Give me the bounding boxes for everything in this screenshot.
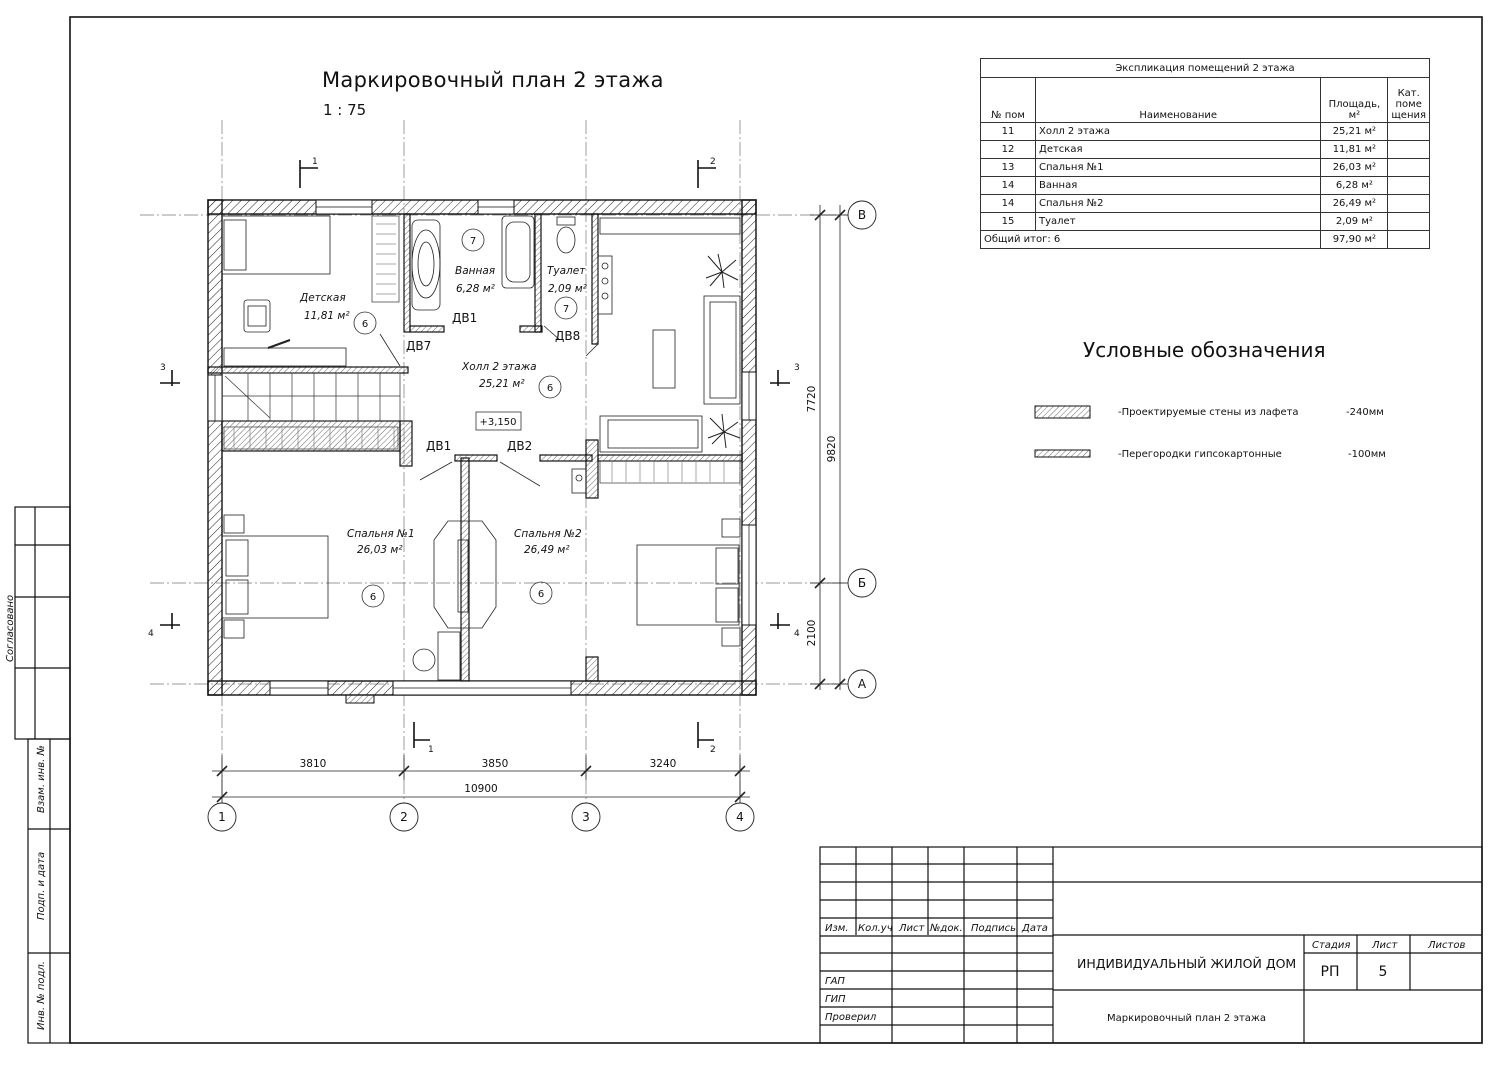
section-label: 3 [160, 363, 166, 373]
cell-area: 26,49 м² [1321, 195, 1388, 213]
tb-col: Кол.уч [858, 923, 893, 934]
room-area-spalnya1: 26,03 м² [357, 544, 403, 556]
room-area-detskaya: 11,81 м² [304, 310, 350, 322]
tb-col: Изм. [825, 923, 849, 934]
drawing-scale: 1 : 75 [323, 101, 367, 119]
door-label: ДВ1 [426, 439, 452, 453]
explication-header: Площадь, м² [1321, 78, 1388, 123]
cell-cat [1388, 177, 1430, 195]
tb-sheet: 5 [1378, 964, 1388, 980]
side-agreed: Согласовано [5, 594, 16, 662]
section-label: 4 [794, 629, 800, 639]
legend-title: Условные обозначения [1083, 338, 1326, 362]
total-label: Общий итог: 6 [981, 231, 1321, 249]
dimension-text: 3850 [481, 758, 509, 770]
explication-table [980, 58, 1430, 249]
tb-col: Подпись [971, 923, 1016, 934]
legend-value-partitions: -100мм [1348, 449, 1386, 460]
section-label: 2 [710, 157, 716, 167]
cell-num: 14 [981, 195, 1036, 213]
cell-cat [1388, 141, 1430, 159]
side-sign-date: Подп. и дата [36, 851, 47, 920]
tb-sheets-label: Листов [1428, 940, 1466, 951]
room-name-spalnya2: Спальня №2 [514, 528, 582, 540]
tb-role: Проверил [825, 1012, 877, 1023]
room-area-vannaya: 6,28 м² [456, 283, 495, 295]
legend-value-walls: -240мм [1346, 407, 1384, 418]
cell-area: 25,21 м² [1321, 123, 1388, 141]
cell-name: Детская [1036, 141, 1321, 159]
axis-label: 4 [736, 810, 744, 824]
tb-sheet-title: Маркировочный план 2 этажа [1107, 1013, 1267, 1024]
table-total-row [981, 231, 1430, 249]
tb-col: Лист [899, 923, 925, 934]
cell-name: Спальня №1 [1036, 159, 1321, 177]
room-tag: 6 [369, 592, 377, 603]
table-row [981, 177, 1430, 195]
tb-col: №док. [930, 923, 963, 934]
staircase [222, 373, 400, 421]
section-label: 4 [148, 629, 154, 639]
cell-num: 15 [981, 213, 1036, 231]
door-label: ДВ1 [452, 311, 478, 325]
cell-name: Ванная [1036, 177, 1321, 195]
explication-header: Кат. поме щения [1388, 78, 1430, 123]
axis-label: 3 [582, 810, 590, 824]
room-name-holl: Холл 2 этажа [462, 361, 537, 373]
cell-name: Туалет [1036, 213, 1321, 231]
axis-label: А [857, 677, 867, 691]
dimension-text: 3240 [649, 758, 677, 770]
tb-col: Дата [1022, 923, 1048, 934]
tb-role: ГАП [825, 976, 845, 987]
cell-area: 26,03 м² [1321, 159, 1388, 177]
axis-label: 2 [400, 810, 408, 824]
axis-label: Б [857, 576, 867, 590]
table-row [981, 195, 1430, 213]
axis-label: В [857, 208, 867, 222]
level-mark: +3,150 [479, 417, 517, 428]
cell-area: 11,81 м² [1321, 141, 1388, 159]
tb-role: ГИП [825, 994, 846, 1005]
page-title: Маркировочный план 2 этажа [322, 68, 664, 92]
cell-cat [1388, 213, 1430, 231]
section-label: 1 [312, 157, 318, 167]
room-name-spalnya1: Спальня №1 [347, 528, 415, 540]
explication-caption: Экспликация помещений 2 этажа [981, 59, 1430, 78]
explication-header: № пом [981, 78, 1036, 123]
section-label: 2 [710, 745, 716, 755]
cell-area: 2,09 м² [1321, 213, 1388, 231]
legend-text-walls: -Проектируемые стены из лафета [1118, 407, 1299, 418]
section-markers [160, 160, 790, 748]
total-area: 97,90 м² [1321, 231, 1388, 249]
table-row [981, 141, 1430, 159]
room-tag: 7 [562, 304, 570, 315]
cell-num: 14 [981, 177, 1036, 195]
legend-partition-symbol [1035, 450, 1090, 457]
plant-icons [706, 254, 740, 448]
legend-wall-symbol [1035, 406, 1090, 418]
axis-label: 1 [218, 810, 226, 824]
room-name-tualet: Туалет [547, 265, 586, 277]
room-tag: 7 [469, 236, 477, 247]
cell-cat [1388, 195, 1430, 213]
tb-sheet-label: Лист [1372, 940, 1398, 951]
legend-text-partitions: -Перегородки гипсокартонные [1118, 449, 1282, 460]
door-label: ДВ8 [555, 329, 581, 343]
tb-stage-label: Стадия [1312, 940, 1351, 951]
cell-num: 12 [981, 141, 1036, 159]
door-label: ДВ2 [507, 439, 533, 453]
cell-area: 6,28 м² [1321, 177, 1388, 195]
room-name-vannaya: Ванная [455, 265, 496, 277]
room-area-spalnya2: 26,49 м² [524, 544, 570, 556]
cell-name: Спальня №2 [1036, 195, 1321, 213]
room-area-tualet: 2,09 м² [548, 283, 587, 295]
room-tag: 6 [546, 383, 554, 394]
dimension-right-upper: 7720 [806, 385, 818, 413]
side-inv-orig: Инв. № подл. [36, 961, 47, 1030]
cell-name: Холл 2 этажа [1036, 123, 1321, 141]
cell-num: 11 [981, 123, 1036, 141]
section-label: 1 [428, 745, 434, 755]
section-label: 3 [794, 363, 800, 373]
room-area-holl: 25,21 м² [479, 378, 525, 390]
tb-stage: РП [1320, 964, 1340, 980]
door-label: ДВ7 [406, 339, 432, 353]
cell-cat [1388, 123, 1430, 141]
side-inv-replace: Взам. инв. № [36, 745, 47, 813]
table-row [981, 123, 1430, 141]
dimension-total: 10900 [464, 783, 498, 795]
dimension-right-lower: 2100 [806, 619, 818, 647]
dimension-text: 3810 [299, 758, 327, 770]
tb-project: ИНДИВИДУАЛЬНЫЙ ЖИЛОЙ ДОМ [1077, 956, 1297, 971]
room-name-detskaya: Детская [300, 292, 346, 304]
room-tag: 6 [361, 319, 369, 330]
table-row [981, 213, 1430, 231]
table-row [981, 159, 1430, 177]
cell-num: 13 [981, 159, 1036, 177]
cell-cat [1388, 231, 1430, 249]
dimension-right-total: 9820 [826, 435, 838, 463]
room-tag: 6 [537, 589, 545, 600]
explication-header: Наименование [1036, 78, 1321, 123]
cell-cat [1388, 159, 1430, 177]
